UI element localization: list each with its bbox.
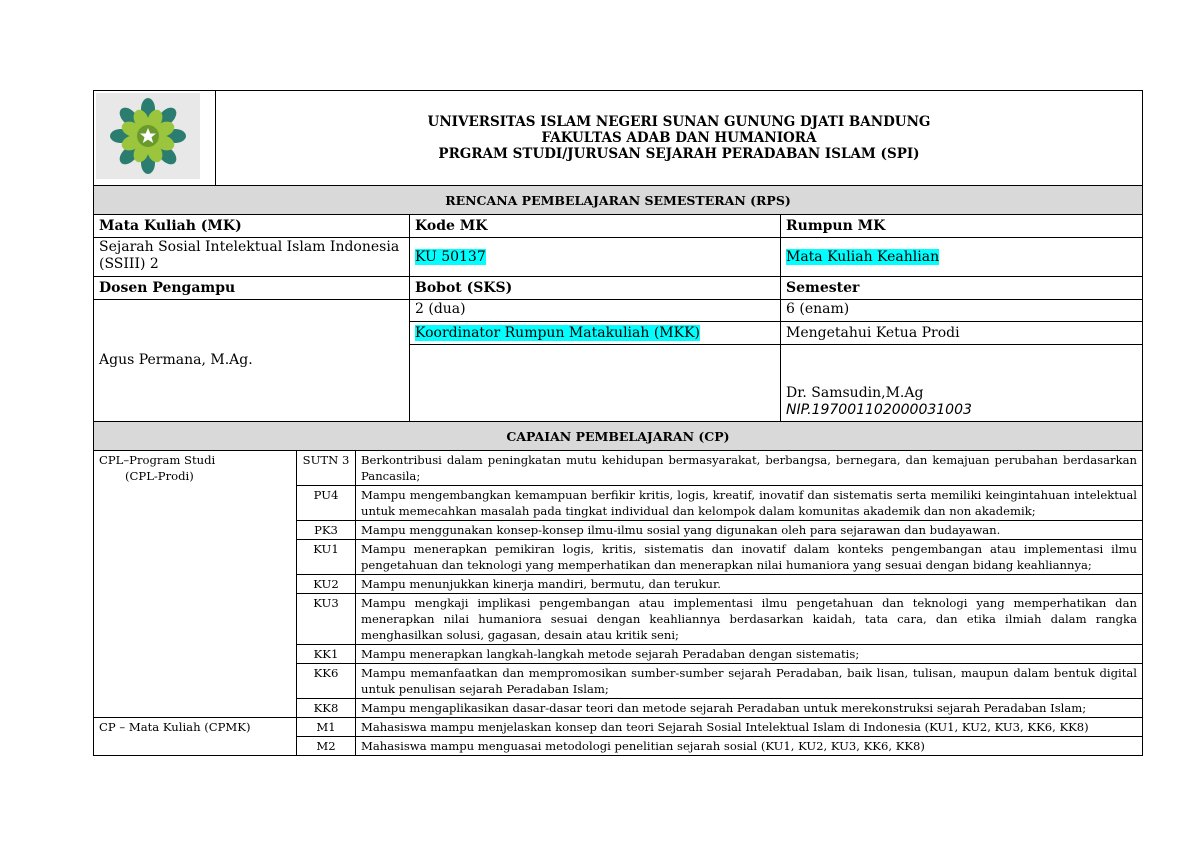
- cpmk-row: [94, 718, 1143, 737]
- value-kode-mk: KU 50137: [415, 248, 486, 265]
- label-kode-mk: Kode MK: [410, 215, 781, 238]
- rps-document: [93, 90, 1143, 756]
- value-dosen-pengampu: Agus Permana, M.Ag.: [94, 300, 410, 422]
- header-table: [93, 90, 1143, 186]
- koordinator-label: Koordinator Rumpun Matakuliah (MKK): [415, 324, 701, 341]
- cpl-group-cell: [94, 451, 297, 486]
- cpl-row: [94, 575, 1143, 594]
- cpmk-code: M1: [297, 718, 356, 737]
- cpl-row: [94, 540, 1143, 575]
- ketua-prodi-name: Dr. Samsudin,M.Ag: [786, 385, 924, 401]
- ketua-signature-area: [781, 345, 1143, 422]
- label-rumpun-mk: Rumpun MK: [781, 215, 1143, 238]
- cp-title: CAPAIAN PEMBELAJARAN (CP): [94, 422, 1143, 451]
- cpl-group-cell: [94, 645, 297, 664]
- koordinator-cell: [410, 322, 781, 345]
- cpmk-label: CP – Mata Kuliah (CPMK): [99, 720, 251, 734]
- value-semester: 6 (enam): [781, 300, 1143, 322]
- cpl-code: KK6: [297, 664, 356, 699]
- faculty-name: FAKULTAS ADAB DAN HUMANIORA: [541, 130, 817, 146]
- cpl-group-cell: [94, 699, 297, 718]
- cpl-sublabel: (CPL-Prodi): [125, 469, 194, 483]
- cpl-label: CPL–Program Studi: [99, 453, 216, 467]
- cpmk-code: M2: [297, 737, 356, 756]
- cpmk-group-cell: [94, 718, 297, 737]
- cpl-description: Berkontribusi dalam peningkatan mutu kehidupan bermasyarakat, berbangsa, bernegara, dan kemajuan perubahan berdasarkan Pancasila;: [356, 451, 1143, 486]
- mengetahui-label: Mengetahui Ketua Prodi: [781, 322, 1143, 345]
- cpl-description: Mampu mengembangkan kemampuan berfikir kritis, logis, kreatif, inovatif dan sistematis serta memiliki keingintahuan intelektual untuk memecahkan masalah pada tingkat individual dan kelompok dalam komunitas akademik dan non akademik;: [356, 486, 1143, 521]
- value-bobot-sks: 2 (dua): [410, 300, 781, 322]
- cpl-row: [94, 451, 1143, 486]
- cpl-description: Mampu menerapkan pemikiran logis, kritis, sistematis dan inovatif dalam konteks pengembangan atau implementasi ilmu pengetahuan dan teknologi yang memperhatikan dan menerapkan nilai humaniora yang sesuai dengan bidang keahliannya;: [356, 540, 1143, 575]
- label-bobot-sks: Bobot (SKS): [410, 277, 781, 300]
- cpl-row: [94, 664, 1143, 699]
- cpl-description: Mampu menunjukkan kinerja mandiri, bermutu, dan terukur.: [356, 575, 1143, 594]
- cpl-group-cell: [94, 521, 297, 540]
- cpl-description: Mampu menerapkan langkah-langkah metode sejarah Peradaban dengan sistematis;: [356, 645, 1143, 664]
- value-mata-kuliah: Sejarah Sosial Intelektual Islam Indonesia (SSIII) 2: [94, 238, 410, 277]
- cpl-code: KU2: [297, 575, 356, 594]
- program-name: PRGRAM STUDI/JURUSAN SEJARAH PERADABAN ISLAM (SPI): [438, 146, 920, 162]
- university-name: UNIVERSITAS ISLAM NEGERI SUNAN GUNUNG DJATI BANDUNG: [427, 114, 931, 130]
- cpmk-description: Mahasiswa mampu menjelaskan konsep dan teori Sejarah Sosial Intelektual Islam di Indonesia (KU1, KU2, KU3, KK6, KK8): [356, 718, 1143, 737]
- institution-heading: [216, 91, 1143, 186]
- cpl-row: [94, 645, 1143, 664]
- cpl-description: Mampu memanfaatkan dan mempromosikan sumber-sumber sejarah Peradaban, baik lisan, tulisan, maupun dalam bentuk digital untuk penulisan sejarah Peradaban Islam;: [356, 664, 1143, 699]
- cpmk-row: [94, 737, 1143, 756]
- cpl-row: [94, 594, 1143, 645]
- course-info-table: [93, 185, 1143, 451]
- koordinator-signature-area: [410, 345, 781, 422]
- value-rumpun-mk: Mata Kuliah Keahlian: [786, 248, 940, 265]
- cpl-code: PK3: [297, 521, 356, 540]
- cpmk-group-cell: [94, 737, 297, 756]
- cpl-description: Mampu menggunakan konsep-konsep ilmu-ilmu sosial yang digunakan oleh para sejarawan dan budayawan.: [356, 521, 1143, 540]
- cpl-code: KU3: [297, 594, 356, 645]
- label-mata-kuliah: Mata Kuliah (MK): [94, 215, 410, 238]
- university-star-flower-logo-icon: [103, 96, 193, 176]
- ketua-prodi-nip: NIP.197001102000031003: [786, 402, 972, 418]
- cpl-group-cell: [94, 594, 297, 645]
- value-rumpun-mk-cell: [781, 238, 1143, 277]
- cpl-description: Mampu mengaplikasikan dasar-dasar teori dan metode sejarah Peradaban untuk merekonstruksi sejarah Peradaban Islam;: [356, 699, 1143, 718]
- cpl-row: [94, 521, 1143, 540]
- cpl-code: KK1: [297, 645, 356, 664]
- cpmk-description: Mahasiswa mampu menguasai metodologi penelitian sejarah sosial (KU1, KU2, KU3, KK6, KK8): [356, 737, 1143, 756]
- rps-title: RENCANA PEMBELAJARAN SEMESTERAN (RPS): [94, 186, 1143, 215]
- cpl-group-cell: [94, 575, 297, 594]
- cpl-code: SUTN 3: [297, 451, 356, 486]
- logo-cell: [94, 91, 216, 186]
- university-logo: [96, 93, 200, 179]
- cp-table: [93, 450, 1143, 756]
- cpl-code: PU4: [297, 486, 356, 521]
- cpl-row: [94, 699, 1143, 718]
- cpl-code: KU1: [297, 540, 356, 575]
- value-kode-mk-cell: [410, 238, 781, 277]
- cpl-description: Mampu mengkaji implikasi pengembangan atau implementasi ilmu pengetahuan dan teknologi yang memperhatikan dan menerapkan nilai humaniora sesuai dengan keahliannya berdasarkan kaidah, tata cara, dan etika ilmiah dalam rangka menghasilkan solusi, gagasan, desain atau kritik seni;: [356, 594, 1143, 645]
- label-semester: Semester: [781, 277, 1143, 300]
- cpl-group-cell: [94, 486, 297, 521]
- cpl-group-cell: [94, 664, 297, 699]
- cpl-row: [94, 486, 1143, 521]
- cpl-group-cell: [94, 540, 297, 575]
- cpl-code: KK8: [297, 699, 356, 718]
- label-dosen-pengampu: Dosen Pengampu: [94, 277, 410, 300]
